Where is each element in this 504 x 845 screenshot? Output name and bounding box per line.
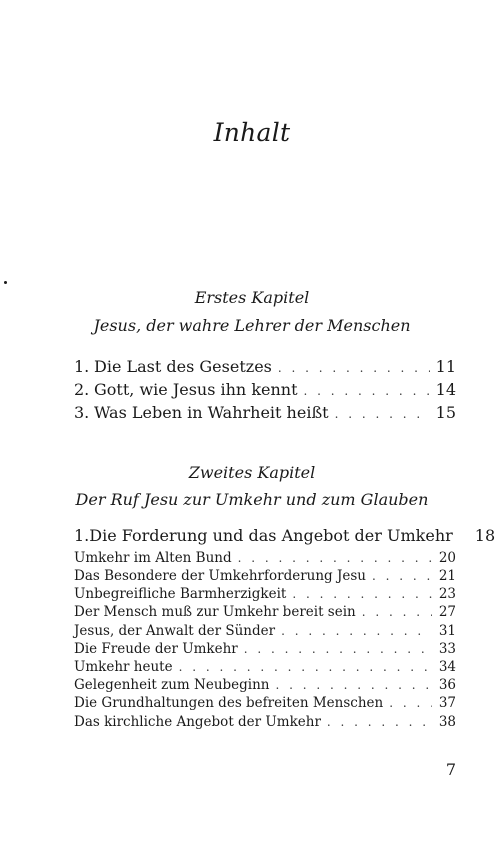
entry-number: 3. bbox=[74, 403, 90, 422]
entry-text: Die Forderung und das Angebot der Umkehr bbox=[89, 526, 453, 545]
toc-subentry[interactable] bbox=[74, 586, 456, 602]
stray-mark bbox=[4, 281, 7, 284]
leader-dots bbox=[238, 551, 432, 565]
leader-dots bbox=[372, 569, 432, 583]
chapter2-title: Der Ruf Jesu zur Umkehr und zum Glauben bbox=[75, 490, 429, 509]
toc-subentry[interactable] bbox=[74, 677, 456, 693]
toc-entry[interactable] bbox=[74, 357, 456, 376]
entry-page: 31 bbox=[438, 623, 456, 639]
leader-dots bbox=[281, 624, 432, 638]
toc-entry[interactable] bbox=[74, 403, 456, 422]
toc-entry[interactable] bbox=[74, 380, 456, 399]
entry-page: 15 bbox=[435, 403, 456, 422]
toc-subentry[interactable] bbox=[74, 568, 456, 584]
entry-text: Die Freude der Umkehr bbox=[74, 641, 238, 657]
entry-number: 1. bbox=[74, 357, 90, 376]
entry-text: Umkehr im Alten Bund bbox=[74, 550, 232, 566]
entry-page: 23 bbox=[438, 586, 456, 602]
leader-dots bbox=[278, 361, 430, 375]
leader-dots bbox=[179, 660, 432, 674]
toc-subentry[interactable] bbox=[74, 550, 456, 566]
entry-page: 18 bbox=[474, 526, 496, 545]
entry-number: 2. bbox=[74, 380, 90, 399]
entry-page: 27 bbox=[438, 604, 456, 620]
toc-subentry[interactable] bbox=[74, 623, 456, 639]
leader-dots bbox=[362, 605, 432, 619]
entry-text: Jesus, der Anwalt der Sünder bbox=[74, 623, 276, 639]
entry-page: 20 bbox=[438, 550, 456, 566]
entry-text: Der Mensch muß zur Umkehr bereit sein bbox=[74, 604, 356, 620]
chapter1-label: Erstes Kapitel bbox=[194, 288, 310, 307]
leader-dots bbox=[276, 678, 433, 692]
chapter1-title: Jesus, der wahre Lehrer der Menschen bbox=[93, 316, 411, 335]
leader-dots bbox=[304, 384, 430, 398]
toc-subentry[interactable] bbox=[74, 695, 456, 711]
entry-text: Die Grundhaltungen des befreiten Menschen bbox=[74, 695, 384, 711]
entry-page: 33 bbox=[438, 641, 456, 657]
entry-text: Das kirchliche Angebot der Umkehr bbox=[74, 714, 321, 730]
entry-text: Gelegenheit zum Neubeginn bbox=[74, 677, 270, 693]
entry-text: Die Last des Gesetzes bbox=[94, 357, 272, 376]
entry-text: Unbegreifliche Barmherzigkeit bbox=[74, 586, 287, 602]
page-title: Inhalt bbox=[213, 118, 291, 147]
entry-text: Gott, wie Jesus ihn kennt bbox=[94, 380, 298, 399]
leader-dots bbox=[327, 715, 432, 729]
entry-page: 38 bbox=[438, 714, 456, 730]
toc-subentry[interactable] bbox=[74, 714, 456, 730]
entry-text: Umkehr heute bbox=[74, 659, 173, 675]
entry-page: 11 bbox=[435, 357, 456, 376]
toc-entry-main[interactable] bbox=[74, 526, 496, 545]
entry-page: 36 bbox=[438, 677, 456, 693]
leader-dots bbox=[335, 407, 430, 421]
leader-dots bbox=[389, 696, 432, 710]
toc-subentry[interactable] bbox=[74, 641, 456, 657]
entry-page: 14 bbox=[435, 380, 456, 399]
entry-page: 21 bbox=[438, 568, 456, 584]
chapter2-label: Zweites Kapitel bbox=[188, 463, 316, 482]
entry-page: 34 bbox=[438, 659, 456, 675]
page-number: 7 bbox=[445, 760, 456, 779]
toc-subentry[interactable] bbox=[74, 604, 456, 620]
entry-text: Was Leben in Wahrheit heißt bbox=[94, 403, 329, 422]
entry-text: Das Besondere der Umkehrforderung Jesu bbox=[74, 568, 366, 584]
entry-number: 1. bbox=[74, 526, 90, 545]
leader-dots bbox=[292, 587, 432, 601]
toc-subentry[interactable] bbox=[74, 659, 456, 675]
leader-dots bbox=[244, 642, 432, 656]
entry-page: 37 bbox=[438, 695, 456, 711]
